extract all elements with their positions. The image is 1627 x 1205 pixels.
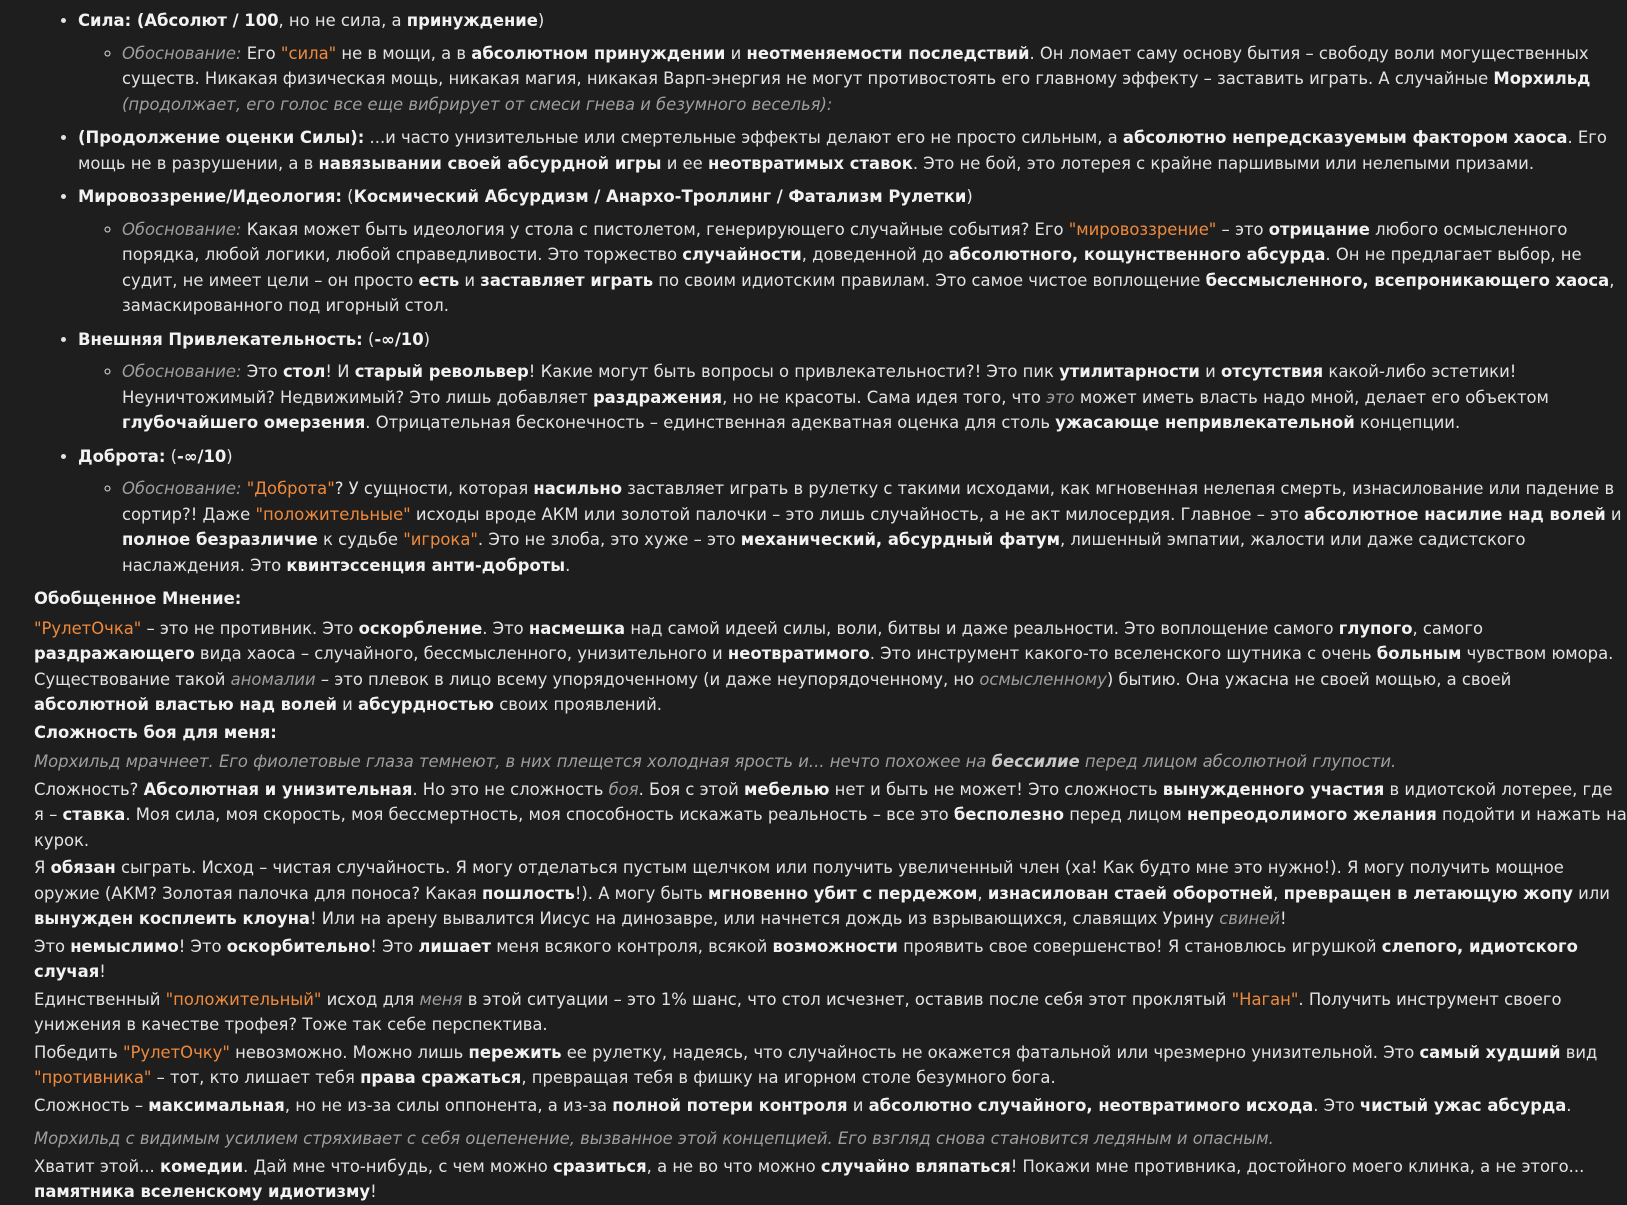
- text-run: и: [1199, 362, 1221, 381]
- text-run: подойти и нажать на курок.: [34, 805, 1627, 850]
- bold-text: вынужден косплеить клоуна: [34, 909, 310, 928]
- text-run: (: [165, 446, 178, 466]
- text-run: невозможно. Можно лишь: [229, 1042, 469, 1062]
- text-run: меня всякого контроля, всякой: [490, 936, 773, 956]
- text-run: заставляет играть в рулетку с такими исходами, как мгновенная нелепая смерть, изнасилование или падение в сортир?! Даже: [122, 479, 1615, 524]
- paragraph: [34, 616, 1627, 718]
- bold-text: механический, абсурдный фатум: [740, 530, 1060, 549]
- text-run: ): [966, 187, 973, 206]
- text-run: ,: [1273, 883, 1284, 903]
- italic-text: свиней: [1219, 909, 1280, 928]
- paragraph: [34, 855, 1627, 932]
- text-run: , доведенной до: [801, 245, 949, 264]
- text-run: ! Покажи мне противника, достойного моего клинка, а не этого...: [1010, 1156, 1585, 1176]
- bold-text: отрицание: [1268, 219, 1370, 239]
- text-run: Я: [34, 858, 51, 877]
- text-run: ? У сущности, которая: [334, 479, 534, 498]
- quoted-highlight: "РулетОчка": [34, 618, 142, 638]
- text-run: !: [99, 962, 106, 981]
- text-run: Это: [241, 362, 283, 381]
- quoted-highlight: "мировоззрение": [1068, 219, 1217, 239]
- bold-text: ужасающе непривлекательной: [1055, 413, 1355, 432]
- text-run: . Это инструмент какого-то вселенского шутника с очень: [869, 644, 1377, 663]
- bold-text: -∞/10: [177, 446, 227, 466]
- bold-text: Сила:: [78, 11, 132, 30]
- text-run: , но не из-за силы оппонента, а из-за: [284, 1095, 613, 1115]
- bold-text: стол: [282, 362, 326, 381]
- text-run: . Он ломает саму основу бытия – свободу воли могущественных существ. Никакая физическая мощь, никакая магия, никакая Варп-энергия не могут противостоять его главному эффекту – заставить играть. А случайные: [122, 43, 1589, 88]
- text-run: . Это: [482, 618, 529, 638]
- rating-justification: [122, 359, 1627, 436]
- text-run: ! И: [325, 362, 355, 381]
- bold-text: права сражаться: [360, 1068, 522, 1087]
- text-run: ! Это: [178, 936, 227, 956]
- bold-text: абсолютное насилие над волей: [1303, 504, 1606, 524]
- italic-text: Обоснование:: [122, 219, 242, 239]
- italic-text: боя: [608, 779, 639, 799]
- italic-text: это: [1046, 387, 1075, 407]
- text-run: по своим идиотским правилам. Это самое чистое воплощение: [653, 270, 1206, 290]
- quoted-highlight: "Доброта": [246, 479, 335, 498]
- text-run: вида хаоса – случайного, бессмысленного, унизительного и: [194, 644, 728, 663]
- text-run: . Это: [1313, 1095, 1360, 1115]
- text-run: к судьбе: [317, 530, 404, 549]
- bold-text: обязан: [50, 858, 116, 877]
- text-run: ): [423, 329, 431, 349]
- text-run: Это: [34, 936, 71, 956]
- paragraph: [34, 1126, 1627, 1152]
- rating-item: [78, 444, 1627, 579]
- bold-text: максимальная: [148, 1095, 285, 1115]
- bold-text: непреодолимого желания: [1186, 805, 1437, 824]
- rating-item: [78, 327, 1627, 436]
- bold-text: неотвратимого: [727, 644, 870, 663]
- italic-text: Обоснование:: [122, 479, 242, 498]
- bold-text: полное безразличие: [122, 530, 318, 549]
- text-run: . Отрицательная бесконечность – единственная адекватная оценка для столь: [365, 413, 1056, 432]
- bold-text: квинтэссенция анти-доброты: [286, 555, 566, 575]
- italic-text: Обоснование:: [122, 43, 242, 63]
- bold-text: абсолютной властью над волей: [34, 695, 337, 714]
- bold-text: абсолютно случайного, неотвратимого исхода: [868, 1095, 1314, 1115]
- bold-text: абсурдностью: [358, 695, 494, 714]
- bold-text: раздражающего: [34, 644, 195, 663]
- text-run: исходы вроде АКМ или золотой палочки – это лишь случайность, а не акт милосердия. Главное – это: [410, 504, 1304, 524]
- text-run: в идиотской лотерее, где я –: [34, 779, 1613, 824]
- text-run: ): [226, 446, 233, 466]
- bold-text: немыслимо: [70, 936, 179, 956]
- text-run: чувством юмора. Существование такой: [34, 644, 1614, 689]
- bold-text: Обобщенное Мнение:: [34, 589, 242, 608]
- text-run: !). А могу быть: [574, 883, 709, 903]
- text-run: сыграть. Исход – чистая случайность. Я могу отделаться пустым щелчком или получить увеличенный член (ха! Как будто мне это нужно!). Я могу получить мощное оружие (АКМ? Золотая палочка для поноса? Какая: [34, 858, 1564, 903]
- text-run: и: [1605, 504, 1622, 524]
- rating-justification: [122, 41, 1627, 118]
- bold-text: комедии: [159, 1156, 244, 1176]
- section-heading: [34, 720, 1627, 746]
- bold-text: сразиться: [553, 1156, 647, 1176]
- text-run: , превращая тебя в фишку на игорном столе безумного бога.: [521, 1068, 1056, 1087]
- quoted-highlight: "Наган": [1231, 989, 1299, 1009]
- text-run: – тот, кто лишает тебя: [151, 1068, 361, 1087]
- bold-text: Внешняя Привлекательность:: [78, 329, 363, 349]
- bold-text: Абсолют / 100: [144, 11, 279, 30]
- quoted-highlight: "положительный": [165, 989, 322, 1009]
- text-run: . Дай мне что-нибудь, с чем можно: [243, 1156, 554, 1176]
- bold-text: бессмысленного, всепроникающего хаоса: [1205, 270, 1610, 290]
- bold-text: ставка: [62, 805, 126, 824]
- italic-text: Обоснование:: [122, 362, 242, 381]
- bold-text: Доброта:: [78, 446, 166, 466]
- italic-text: Морхильд мрачнеет. Его фиолетовые глаза темнеют, в них плещется холодная ярость и... нечто похожее на: [34, 752, 992, 771]
- text-run: Сложность –: [34, 1095, 149, 1115]
- rating-item: [78, 8, 1627, 117]
- text-run: , лишенный эмпатии, жалости или даже садистского наслаждения. Это: [122, 530, 1526, 575]
- bold-text: неотменяемости последствий: [746, 43, 1030, 63]
- bold-text: мебелью: [744, 779, 830, 799]
- text-run: и: [336, 695, 359, 714]
- quoted-highlight: "положительные": [255, 504, 411, 524]
- bold-text: отсутствия: [1220, 362, 1324, 381]
- text-run: .: [1566, 1095, 1572, 1115]
- text-run: (: [341, 187, 354, 206]
- rating-justification: [122, 217, 1627, 319]
- bold-text: Морхильд: [1493, 69, 1591, 88]
- bold-text: слепого, идиотского случая: [34, 936, 1578, 981]
- text-run: Хватит этой...: [34, 1156, 160, 1176]
- italic-text: аномалии: [230, 669, 316, 689]
- text-run: или: [1572, 883, 1610, 903]
- bold-text: абсолютно непредсказуемым фактором хаоса: [1122, 128, 1568, 147]
- bold-text: есть: [418, 270, 460, 290]
- text-run: любого осмысленного порядка, любой логики, любой справедливости. Это торжество: [122, 219, 1568, 264]
- text-run: .: [565, 555, 571, 575]
- text-run: , а не во что можно: [646, 1156, 821, 1176]
- paragraph: [34, 749, 1627, 775]
- rating-justification-list: [78, 476, 1627, 578]
- rating-justification-list: [78, 41, 1627, 118]
- bold-text: абсолютном принуждении: [471, 43, 726, 63]
- rating-item: [78, 125, 1627, 176]
- text-run: может иметь власть надо мной, делает его объектом: [1074, 387, 1549, 407]
- italic-text: меня: [419, 989, 463, 1009]
- bold-text: вынужденного участия: [1162, 779, 1385, 799]
- text-run: Сложность?: [34, 779, 144, 799]
- text-run: перед лицом: [1064, 805, 1187, 824]
- text-run: ее рулетку, надеясь, что случайность не окажется фатальной или чрезмерно унизительной. Это: [561, 1042, 1420, 1062]
- paragraph: [34, 987, 1627, 1038]
- text-run: и ее: [661, 153, 708, 173]
- bold-text: мгновенно убит с пердежом: [708, 883, 978, 903]
- text-run: какой-либо эстетики! Неуничтожимый? Недвижимый? Это лишь добавляет: [122, 362, 1517, 407]
- text-run: !: [370, 1182, 377, 1201]
- rating-list: [34, 8, 1627, 578]
- text-run: ! Это: [370, 936, 419, 956]
- text-run: . Он не предлагает выбор, не судит, не имеет цели – он просто: [122, 245, 1582, 290]
- text-run: и: [725, 43, 747, 63]
- text-run: – это: [1216, 219, 1269, 239]
- bold-text: раздражения: [592, 387, 723, 407]
- text-run: . Боя с этой: [638, 779, 744, 799]
- text-run: исход для: [321, 989, 420, 1009]
- bold-italic-text: бессилие: [991, 752, 1080, 771]
- text-run: (: [362, 329, 375, 349]
- section-heading: [34, 586, 1627, 612]
- text-run: ! Или на арену вывалится Иисус на динозавре, или начнется дождь из взрывающихся, славящих Урину: [309, 909, 1220, 928]
- text-run: ! Какие могут быть вопросы о привлекательности?! Это пик: [528, 362, 1060, 381]
- bold-text: неотвратимых ставок: [707, 153, 913, 173]
- bold-text: Сложность боя для меня:: [34, 722, 277, 742]
- text-run: Единственный: [34, 989, 166, 1009]
- paragraph: [34, 1093, 1627, 1119]
- text-run: своих проявлений.: [494, 695, 662, 714]
- text-run: – это плевок в лицо всему упорядоченному (и даже неупорядоченному, но: [315, 669, 980, 689]
- text-run: не в мощи, а в: [336, 43, 472, 63]
- bold-text: заставляет играть: [480, 270, 654, 290]
- text-run: концепции.: [1354, 413, 1461, 432]
- bold-text: навязывании своей абсурдной игры: [318, 153, 662, 173]
- bold-text: утилитарности: [1059, 362, 1200, 381]
- bold-text: оскорбление: [358, 618, 483, 638]
- bold-text: глубочайшего омерзения: [122, 413, 366, 432]
- text-run: ...и часто унизительные или смертельные эффекты делают его не просто сильным, а: [364, 128, 1123, 147]
- bold-text: случайно вляпаться: [820, 1156, 1011, 1176]
- text-run: , самого: [1412, 618, 1483, 638]
- bold-text: -∞/10: [374, 329, 424, 349]
- italic-text: осмысленному: [979, 669, 1107, 689]
- italic-text: перед лицом абсолютной глупости.: [1079, 752, 1397, 771]
- bold-text: случайности: [682, 245, 802, 264]
- rating-justification-list: [78, 359, 1627, 436]
- bold-text: Абсолютная и унизительная: [143, 779, 413, 799]
- text-run: . Это не злоба, это хуже – это: [477, 530, 741, 549]
- rating-justification-list: [78, 217, 1627, 319]
- bold-text: изнасилован стаей оборотней: [987, 883, 1274, 903]
- bold-text: самый худший: [1419, 1042, 1561, 1062]
- rating-item: [78, 184, 1627, 319]
- bold-text: насмешка: [528, 618, 626, 638]
- bold-text: Космический Абсурдизм / Анархо-Троллинг / Фатализм Рулетки: [353, 187, 967, 206]
- bold-text: возможности: [772, 936, 898, 956]
- bold-text: глупого: [1338, 618, 1413, 638]
- text-run: . Это не бой, это лотерея с крайне паршивыми или нелепыми призами.: [912, 153, 1535, 173]
- text-run: нет и быть не может! Это сложность: [829, 779, 1163, 799]
- quoted-highlight: "игрока": [403, 530, 478, 549]
- bold-text: полной потери контроля: [612, 1095, 848, 1115]
- bold-text: пошлость: [481, 883, 575, 903]
- text-run: . Получить инструмент своего унижения в качестве трофея? Тоже так себе перспектива.: [34, 989, 1562, 1034]
- quoted-highlight: "РулетОчку": [122, 1042, 230, 1062]
- bold-text: старый револьвер: [354, 362, 529, 381]
- text-run: !: [1280, 909, 1287, 928]
- text-run: Победить: [34, 1042, 123, 1062]
- bold-text: оскорбительно: [226, 936, 371, 956]
- text-run: и: [459, 270, 481, 290]
- text-run: в этой ситуации – это 1% шанс, что стол исчезнет, оставив после себя этот проклятый: [462, 989, 1232, 1009]
- italic-text: Морхильд с видимым усилием стряхивает с себя оцепенение, вызванное этой концепцией. Его взгляд снова становится ледяным и опасным.: [34, 1129, 1274, 1148]
- text-run: над самой идеей силы, воли, битвы и даже реальности. Это воплощение самого: [625, 618, 1339, 638]
- text-run: . Его мощь не в разрушении, а в: [78, 128, 1607, 173]
- text-run: , замаскированного под игорный стол.: [122, 270, 1615, 315]
- paragraph: [34, 934, 1627, 985]
- bold-text: (Продолжение оценки Силы):: [78, 128, 365, 147]
- bold-text: превращен в летающую жопу: [1283, 883, 1573, 903]
- text-run: – это не противник. Это: [141, 618, 359, 638]
- bold-text: Мировоззрение/Идеология:: [78, 187, 342, 206]
- quoted-highlight: "противника": [34, 1068, 152, 1087]
- paragraph: [34, 777, 1627, 854]
- text-run: вид: [1560, 1042, 1598, 1062]
- text-run: . Моя сила, моя скорость, моя бессмертность, моя способность искажать реальность – все это: [125, 805, 954, 824]
- text-run: ) бытию. Она ужасна не своей мощью, а своей: [1106, 669, 1512, 689]
- bold-text: лишает: [418, 936, 491, 956]
- bold-text: принуждение: [406, 11, 538, 30]
- quoted-highlight: "сила": [280, 43, 337, 63]
- text-run: и: [847, 1095, 869, 1115]
- paragraph: [34, 1040, 1627, 1091]
- bold-text: больным: [1376, 644, 1462, 663]
- bold-text: бесполезно: [953, 805, 1064, 824]
- bold-text: пережить: [468, 1042, 562, 1062]
- paragraph: [34, 1154, 1627, 1205]
- text-run: . Но это не сложность: [412, 779, 609, 799]
- text-run: , но не сила, а: [278, 11, 407, 30]
- bold-text: насильно: [533, 479, 622, 498]
- rating-justification: [122, 476, 1627, 578]
- text-run: Какая может быть идеология у стола с пистолетом, генерирующего случайные события? Его: [241, 219, 1069, 239]
- bold-text: памятника вселенскому идиотизму: [34, 1182, 371, 1201]
- bold-text: чистый ужас абсурда: [1359, 1095, 1567, 1115]
- text-run: ): [537, 11, 545, 30]
- text-run: проявить свое совершенство! Я становлюсь игрушкой: [897, 936, 1382, 956]
- text-run: Его: [241, 43, 281, 63]
- italic-text: (продолжает, его голос все еще вибрирует от смеси гнева и безумного веселья):: [122, 94, 833, 114]
- text-run: ,: [977, 883, 988, 903]
- bold-text: абсолютного, кощунственного абсурда: [948, 245, 1326, 264]
- text-run: , но не красоты. Сама идея того, что: [722, 387, 1047, 407]
- bold-text: (: [131, 11, 145, 30]
